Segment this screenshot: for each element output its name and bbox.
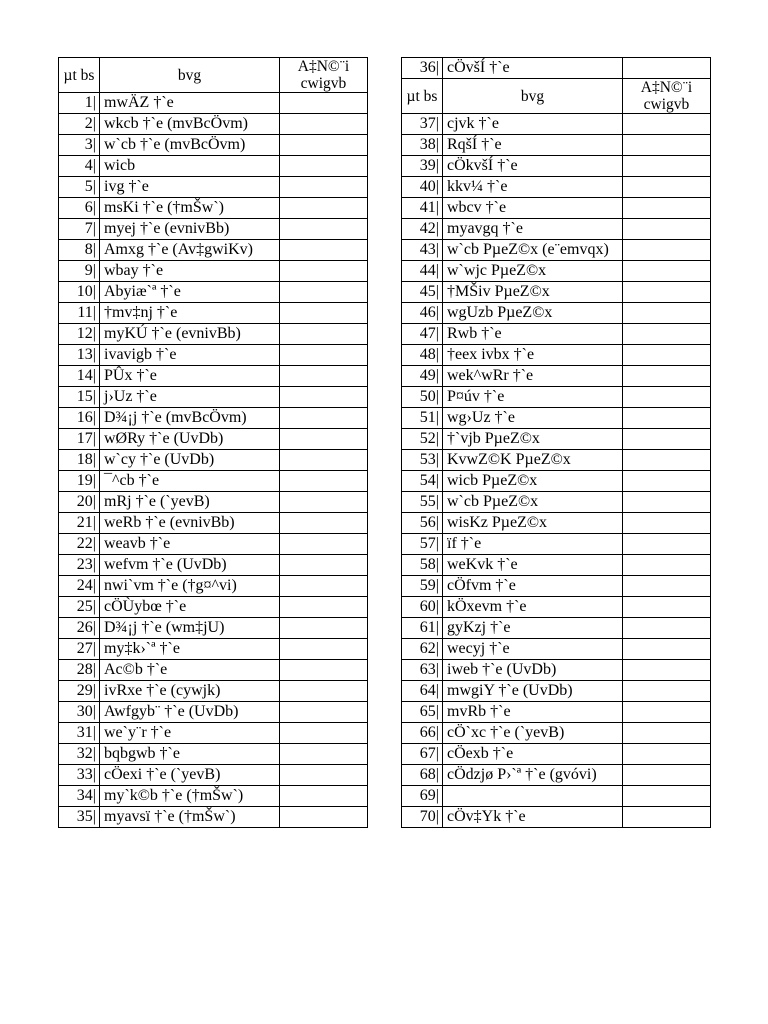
sign-cell — [623, 261, 711, 282]
right-table — [401, 57, 711, 828]
serial-cell: 25| — [59, 597, 100, 618]
name-cell: cÖvšÍ †`e — [443, 58, 623, 79]
table-row — [402, 471, 711, 492]
serial-cell: 44| — [402, 261, 443, 282]
serial-cell: 61| — [402, 618, 443, 639]
name-cell: myej †`e (evnivBb) — [100, 219, 280, 240]
serial-cell: 20| — [59, 492, 100, 513]
sign-cell — [280, 807, 368, 828]
table-row — [59, 261, 368, 282]
name-cell: Abyiæ`ª †`e — [100, 282, 280, 303]
serial-cell: 12| — [59, 324, 100, 345]
serial-cell: 10| — [59, 282, 100, 303]
sign-cell — [623, 513, 711, 534]
table-row — [402, 156, 711, 177]
serial-cell: 58| — [402, 555, 443, 576]
name-cell: gyKzj †`e — [443, 618, 623, 639]
sign-cell — [280, 219, 368, 240]
table-row — [59, 513, 368, 534]
name-cell: w`wjc PµeZ©x — [443, 261, 623, 282]
name-cell: wicb PµeZ©x — [443, 471, 623, 492]
name-cell: mvRb †`e — [443, 702, 623, 723]
serial-cell: 5| — [59, 177, 100, 198]
sign-cell — [623, 534, 711, 555]
table-row — [59, 450, 368, 471]
serial-cell: 67| — [402, 744, 443, 765]
name-cell: Rwb †`e — [443, 324, 623, 345]
serial-cell: 23| — [59, 555, 100, 576]
sign-cell — [280, 723, 368, 744]
name-cell: nwi`vm †`e (†g¤^vi) — [100, 576, 280, 597]
name-cell: D¾¡j †`e (wm‡jU) — [100, 618, 280, 639]
sign-cell — [280, 261, 368, 282]
table-row — [59, 744, 368, 765]
serial-cell: 22| — [59, 534, 100, 555]
table-row — [402, 618, 711, 639]
name-cell: cÖkvšÍ †`e — [443, 156, 623, 177]
serial-cell: 38| — [402, 135, 443, 156]
sign-cell — [280, 345, 368, 366]
name-cell: mwÄZ †`e — [100, 93, 280, 114]
table-row — [59, 429, 368, 450]
sign-cell — [280, 765, 368, 786]
name-cell: w`cb PµeZ©x (e¨emvqx) — [443, 240, 623, 261]
serial-cell: 54| — [402, 471, 443, 492]
serial-cell: 15| — [59, 387, 100, 408]
name-cell: Ac©b †`e — [100, 660, 280, 681]
sign-cell — [280, 408, 368, 429]
serial-cell: 4| — [59, 156, 100, 177]
sign-cell — [623, 576, 711, 597]
sign-cell — [280, 450, 368, 471]
sign-cell — [280, 639, 368, 660]
sign-cell — [623, 744, 711, 765]
name-cell: PÛx †`e — [100, 366, 280, 387]
table-row — [402, 786, 711, 807]
serial-cell: 11| — [59, 303, 100, 324]
serial-cell: 18| — [59, 450, 100, 471]
name-cell: my`k©b †`e (†mŠw`) — [100, 786, 280, 807]
table-row — [402, 345, 711, 366]
serial-cell: 63| — [402, 660, 443, 681]
serial-cell: 70| — [402, 807, 443, 828]
name-cell: wefvm †`e (UvDb) — [100, 555, 280, 576]
sign-cell — [280, 177, 368, 198]
name-cell — [443, 786, 623, 807]
sign-cell — [280, 324, 368, 345]
serial-cell: 39| — [402, 156, 443, 177]
name-cell: w`cb PµeZ©x — [443, 492, 623, 513]
sign-cell — [280, 366, 368, 387]
name-cell: wecyj †`e — [443, 639, 623, 660]
name-cell: Amxg †`e (Av‡gwiKv) — [100, 240, 280, 261]
serial-cell: 7| — [59, 219, 100, 240]
name-cell: w`cb †`e (mvBcÖvm) — [100, 135, 280, 156]
name-cell: D¾¡j †`e (mvBcÖvm) — [100, 408, 280, 429]
serial-cell: 42| — [402, 219, 443, 240]
serial-cell: 64| — [402, 681, 443, 702]
sign-cell — [623, 639, 711, 660]
sign-cell — [280, 198, 368, 219]
name-cell: ivavigb †`e — [100, 345, 280, 366]
name-cell: cjvk †`e — [443, 114, 623, 135]
serial-cell: 28| — [59, 660, 100, 681]
left-table-body — [59, 93, 368, 828]
serial-cell: 13| — [59, 345, 100, 366]
sign-cell — [280, 660, 368, 681]
table-row — [402, 765, 711, 786]
name-cell: cÖexb †`e — [443, 744, 623, 765]
table-row — [402, 366, 711, 387]
serial-cell: 66| — [402, 723, 443, 744]
name-cell: myKÚ †`e (evnivBb) — [100, 324, 280, 345]
sign-cell — [623, 723, 711, 744]
table-row — [402, 198, 711, 219]
table-row — [59, 702, 368, 723]
left-table — [58, 57, 368, 828]
table-row — [59, 93, 368, 114]
name-cell: iweb †`e (UvDb) — [443, 660, 623, 681]
sign-cell — [280, 576, 368, 597]
table-row — [59, 618, 368, 639]
name-cell: bqbgwb †`e — [100, 744, 280, 765]
sign-cell — [623, 786, 711, 807]
serial-header: µt bs — [402, 79, 443, 114]
table-row — [402, 807, 711, 828]
serial-cell: 8| — [59, 240, 100, 261]
serial-cell: 26| — [59, 618, 100, 639]
sign-cell — [280, 597, 368, 618]
name-cell: wbay †`e — [100, 261, 280, 282]
name-cell: cÖdzjø P›`ª †`e (gvóvi) — [443, 765, 623, 786]
sign-cell — [623, 660, 711, 681]
sign-cell — [280, 555, 368, 576]
sign-cell — [623, 198, 711, 219]
sign-cell — [280, 282, 368, 303]
serial-cell: 6| — [59, 198, 100, 219]
name-cell: wicb — [100, 156, 280, 177]
sign-cell — [623, 345, 711, 366]
serial-cell: 43| — [402, 240, 443, 261]
table-row — [402, 429, 711, 450]
table-row — [402, 135, 711, 156]
right-table-body — [402, 114, 711, 828]
sign-cell — [280, 135, 368, 156]
serial-cell: 57| — [402, 534, 443, 555]
sign-cell — [623, 492, 711, 513]
serial-cell: 41| — [402, 198, 443, 219]
serial-cell: 19| — [59, 471, 100, 492]
table-row — [59, 534, 368, 555]
serial-cell: 21| — [59, 513, 100, 534]
sign-cell — [623, 450, 711, 471]
name-cell: †mv‡nj †`e — [100, 303, 280, 324]
sign-cell — [280, 513, 368, 534]
table-row — [402, 660, 711, 681]
sign-cell — [623, 177, 711, 198]
serial-cell: 30| — [59, 702, 100, 723]
name-cell: msKi †`e (†mŠw`) — [100, 198, 280, 219]
table-row — [402, 639, 711, 660]
table-row — [402, 744, 711, 765]
serial-cell: 60| — [402, 597, 443, 618]
table-row — [402, 261, 711, 282]
table-row — [59, 303, 368, 324]
table-row — [402, 114, 711, 135]
table-row — [402, 58, 711, 79]
sign-cell — [623, 618, 711, 639]
table-row — [402, 534, 711, 555]
name-cell: †MŠiv PµeZ©x — [443, 282, 623, 303]
sign-cell — [280, 471, 368, 492]
table-row — [59, 786, 368, 807]
name-cell: weavb †`e — [100, 534, 280, 555]
sign-cell — [623, 219, 711, 240]
serial-cell: 50| — [402, 387, 443, 408]
serial-cell: 9| — [59, 261, 100, 282]
sign-cell — [280, 618, 368, 639]
table-row — [402, 324, 711, 345]
name-cell: cÖexi †`e (`yevB) — [100, 765, 280, 786]
name-cell: †eex ivbx †`e — [443, 345, 623, 366]
name-cell: w`cy †`e (UvDb) — [100, 450, 280, 471]
sign-header: A‡N©¨i cwigvb — [280, 58, 368, 93]
table-row — [59, 492, 368, 513]
name-cell: we`y¨r †`e — [100, 723, 280, 744]
serial-cell: 1| — [59, 93, 100, 114]
serial-cell: 68| — [402, 765, 443, 786]
table-row — [402, 492, 711, 513]
sign-header: A‡N©¨i cwigvb — [623, 79, 711, 114]
sign-cell — [280, 744, 368, 765]
table-row — [59, 576, 368, 597]
table-row — [402, 408, 711, 429]
table-row — [402, 681, 711, 702]
sign-cell — [623, 324, 711, 345]
sign-cell — [280, 387, 368, 408]
sign-cell — [623, 366, 711, 387]
sign-cell — [280, 93, 368, 114]
name-cell: kÖxevm †`e — [443, 597, 623, 618]
left-header-row — [59, 58, 368, 93]
serial-cell: 16| — [59, 408, 100, 429]
table-row — [59, 198, 368, 219]
serial-cell: 48| — [402, 345, 443, 366]
name-cell: wgUzb PµeZ©x — [443, 303, 623, 324]
table-row — [59, 345, 368, 366]
sign-cell — [623, 471, 711, 492]
name-cell: my‡k›`ª †`e — [100, 639, 280, 660]
name-cell: mwgiY †`e (UvDb) — [443, 681, 623, 702]
sign-cell — [623, 702, 711, 723]
name-cell: wbcv †`e — [443, 198, 623, 219]
table-row — [402, 555, 711, 576]
serial-header: µt bs — [59, 58, 100, 93]
serial-cell: 55| — [402, 492, 443, 513]
name-header: bvg — [443, 79, 623, 114]
table-row — [402, 387, 711, 408]
table-row — [59, 135, 368, 156]
serial-cell: 62| — [402, 639, 443, 660]
name-cell: myavsï †`e (†mŠw`) — [100, 807, 280, 828]
table-row — [402, 723, 711, 744]
table-row — [59, 240, 368, 261]
sign-cell — [623, 597, 711, 618]
serial-cell: 31| — [59, 723, 100, 744]
sign-cell — [623, 387, 711, 408]
name-cell: j›Uz †`e — [100, 387, 280, 408]
sign-cell — [280, 492, 368, 513]
name-cell: ¯^cb †`e — [100, 471, 280, 492]
serial-cell: 37| — [402, 114, 443, 135]
serial-cell: 24| — [59, 576, 100, 597]
name-cell: mRj †`e (`yevB) — [100, 492, 280, 513]
serial-cell: 35| — [59, 807, 100, 828]
table-row — [59, 282, 368, 303]
sign-cell — [623, 156, 711, 177]
table-row — [402, 240, 711, 261]
table-row — [59, 324, 368, 345]
sign-cell — [280, 303, 368, 324]
serial-cell: 3| — [59, 135, 100, 156]
sign-cell — [623, 240, 711, 261]
table-row — [59, 471, 368, 492]
serial-cell: 29| — [59, 681, 100, 702]
name-cell: KvwZ©K PµeZ©x — [443, 450, 623, 471]
name-cell: wØRy †`e (UvDb) — [100, 429, 280, 450]
table-row — [402, 702, 711, 723]
serial-cell: 34| — [59, 786, 100, 807]
serial-cell: 65| — [402, 702, 443, 723]
serial-cell: 51| — [402, 408, 443, 429]
table-row — [59, 387, 368, 408]
name-header: bvg — [100, 58, 280, 93]
name-cell: wisKz PµeZ©x — [443, 513, 623, 534]
sign-cell — [623, 114, 711, 135]
serial-cell: 49| — [402, 366, 443, 387]
table-row — [402, 219, 711, 240]
serial-cell: 52| — [402, 429, 443, 450]
table-row — [59, 114, 368, 135]
table-row — [402, 282, 711, 303]
name-cell: weRb †`e (evnivBb) — [100, 513, 280, 534]
name-cell: cÖ`xc †`e (`yevB) — [443, 723, 623, 744]
serial-cell: 59| — [402, 576, 443, 597]
name-cell: myavgq †`e — [443, 219, 623, 240]
table-row — [402, 597, 711, 618]
name-cell: wg›Uz †`e — [443, 408, 623, 429]
name-cell: Awfgyb¨ †`e (UvDb) — [100, 702, 280, 723]
table-row — [402, 450, 711, 471]
name-cell: ivg †`e — [100, 177, 280, 198]
sign-cell — [280, 681, 368, 702]
sign-cell — [623, 408, 711, 429]
table-row — [59, 597, 368, 618]
serial-cell: 27| — [59, 639, 100, 660]
table-row — [59, 366, 368, 387]
serial-cell: 45| — [402, 282, 443, 303]
serial-cell: 2| — [59, 114, 100, 135]
sign-cell — [623, 429, 711, 450]
name-cell: RqšÍ †`e — [443, 135, 623, 156]
sign-cell — [280, 240, 368, 261]
table-row — [59, 765, 368, 786]
right-header-row — [402, 79, 711, 114]
name-cell: ïf †`e — [443, 534, 623, 555]
serial-cell: 17| — [59, 429, 100, 450]
table-row — [402, 576, 711, 597]
sign-cell — [280, 114, 368, 135]
name-cell: P¤úv †`e — [443, 387, 623, 408]
serial-cell: 40| — [402, 177, 443, 198]
table-row — [59, 723, 368, 744]
serial-cell: 14| — [59, 366, 100, 387]
serial-cell: 33| — [59, 765, 100, 786]
name-cell: cÖÙybœ †`e — [100, 597, 280, 618]
serial-cell: 69| — [402, 786, 443, 807]
name-cell: ivRxe †`e (cywjk) — [100, 681, 280, 702]
sign-cell — [623, 303, 711, 324]
name-cell: †`vjb PµeZ©x — [443, 429, 623, 450]
sign-cell — [623, 555, 711, 576]
serial-cell: 47| — [402, 324, 443, 345]
name-cell: wkcb †`e (mvBcÖvm) — [100, 114, 280, 135]
table-row — [59, 555, 368, 576]
sign-cell — [280, 156, 368, 177]
sign-cell — [623, 135, 711, 156]
sign-cell — [623, 807, 711, 828]
table-row — [59, 219, 368, 240]
sign-cell — [623, 282, 711, 303]
sign-cell — [280, 534, 368, 555]
sign-cell — [623, 681, 711, 702]
table-row — [59, 408, 368, 429]
serial-cell: 36| — [402, 58, 443, 79]
sign-cell — [623, 58, 711, 79]
table-row — [402, 177, 711, 198]
sign-cell — [280, 786, 368, 807]
name-cell: kkv¼ †`e — [443, 177, 623, 198]
table-row — [59, 156, 368, 177]
name-cell: cÖv‡Yk †`e — [443, 807, 623, 828]
serial-cell: 53| — [402, 450, 443, 471]
serial-cell: 46| — [402, 303, 443, 324]
table-row — [402, 303, 711, 324]
sign-cell — [623, 765, 711, 786]
table-row — [59, 639, 368, 660]
table-row — [59, 177, 368, 198]
table-row — [59, 660, 368, 681]
serial-cell: 56| — [402, 513, 443, 534]
name-cell: weKvk †`e — [443, 555, 623, 576]
table-row — [402, 513, 711, 534]
sign-cell — [280, 429, 368, 450]
sign-cell — [280, 702, 368, 723]
table-row — [59, 807, 368, 828]
serial-cell: 32| — [59, 744, 100, 765]
name-cell: cÖfvm †`e — [443, 576, 623, 597]
table-row — [59, 681, 368, 702]
name-cell: wek^wRr †`e — [443, 366, 623, 387]
